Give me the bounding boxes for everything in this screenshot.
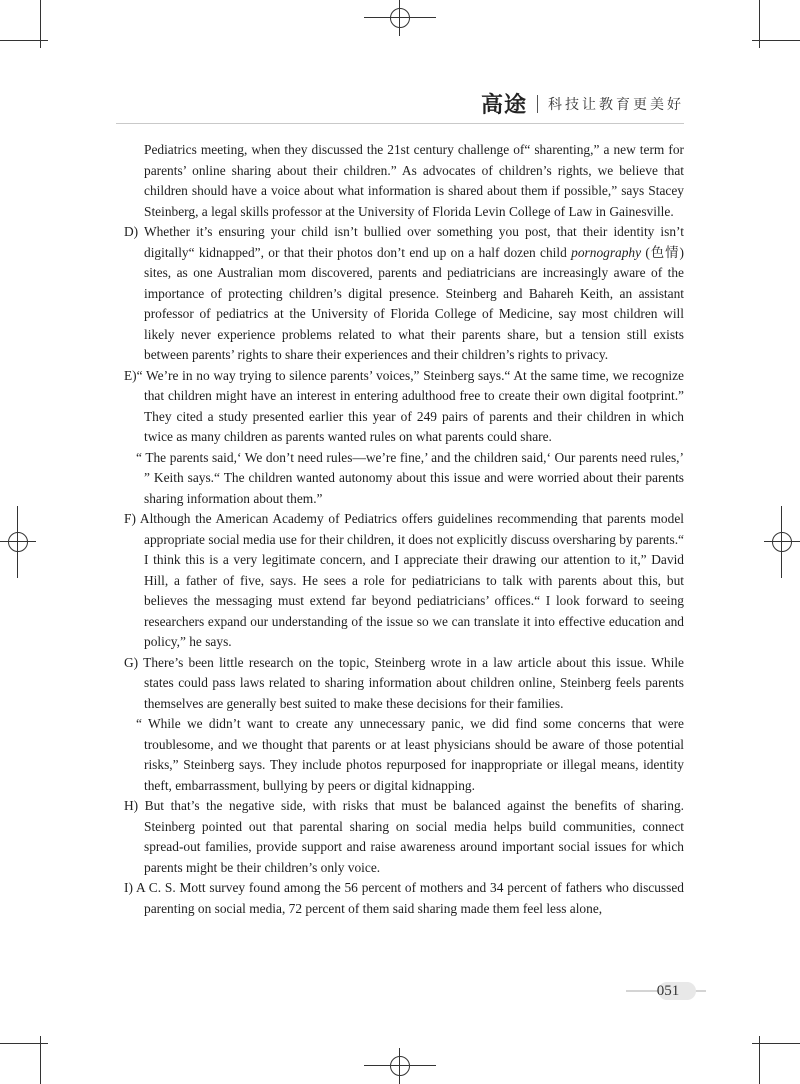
paragraph-e: E)“ We’re in no way trying to silence parents’ voices,” Steinberg says.“ At the same time, we recognize that children might have an interest in entering adulthood free to create their own digital footprint.” They cited a study presented earlier this year of 249 pairs of parents and their children in which twice as many children as parents wanted rules on what parents could share. [124, 367, 684, 444]
paragraph-f: F) Although the American Academy of Pediatrics offers guidelines recommending that parents model appropriate social media use for their children, it does not explicitly discuss oversharing by parents.“ I think this is a very legitimate concern, and I appreciate their drawing our attention to it,” David Hill, a father of five, says. He sees a role for pediatricians to talk with parents about this, but believes the messaging must extend far beyond pediatricians’ offices.“ I look forward to seeing researchers expand our understanding of the issue so we can translate it into effective education and policy,” he says. [124, 511, 684, 649]
paragraph-i: I) A C. S. Mott survey found among the 56 percent of mothers and 34 percent of fathers who discussed parenting on social media, 72 percent of them said sharing made them feel less alone, [124, 880, 684, 916]
header-divider [537, 95, 538, 113]
paragraph-d: D) Whether it’s ensuring your child isn’t bullied over something you post, that their identity isn’t digitally“ kidnapped”, or that their photos don’t end up on a half dozen child pornography (色情) sites, as one Australian mom discovered, parents and pediatricians are increasingly aware of the importance of protecting children’s digital presence. Steinberg and Bahareh Keith, an assistant professor of pediatrics at the University of Florida College of Medicine, say most children will likely never experience problems related to what their parents share, but a tension still exists between parents’ rights to share their experiences and their children’s rights to privacy. [124, 224, 684, 362]
paragraph-g: G) There’s been little research on the topic, Steinberg wrote in a law article about this issue. While states could pass laws related to sharing information about children online, Steinberg feels parents themselves are generally best suited to make these decisions for their families. [124, 654, 684, 711]
brand-slogan: 科技让教育更美好 [548, 96, 684, 113]
header-rule [116, 123, 684, 124]
brand-logo: 高途 [480, 93, 527, 118]
paragraph-g-quote: “ While we didn’t want to create any unnecessary panic, we did find some concerns that were troublesome, and we thought that parents or at least physicians should be aware of those potential risks,” Steinberg says. They include photos repurposed for inappropriate or illegal means, identity theft, embarrassment, bullying by peers or digital kidnapping. [136, 716, 684, 793]
paragraph-continued: Pediatrics meeting, when they discussed the 21st century challenge of“ sharenting,” a new term for parents’ online sharing about their children.” As advocates of children’s rights, we believe that children should have a voice about what information is shared about them if possible,” says Stacey Steinberg, a legal skills professor at the University of Florida Levin College of Law in Gainesville. [144, 142, 684, 219]
page-number: 051 [640, 980, 696, 1002]
article-body [124, 140, 684, 919]
page-header [481, 88, 684, 119]
paragraph-e-quote: “ The parents said,‘ We don’t need rules—we’re fine,’ and the children said,‘ Our parents need rules,’ ” Keith says.“ The children wanted autonomy about this issue and were worried about their parents sharing information about them.” [136, 449, 684, 506]
paragraph-h: H) But that’s the negative side, with risks that must be balanced against the benefits of sharing. Steinberg pointed out that parental sharing on social media helps build communities, connect spread-out families, provide support and raise awareness around important social issues for which parents might be their children’s only voice. [124, 798, 684, 875]
italic-term: pornography [571, 244, 642, 260]
